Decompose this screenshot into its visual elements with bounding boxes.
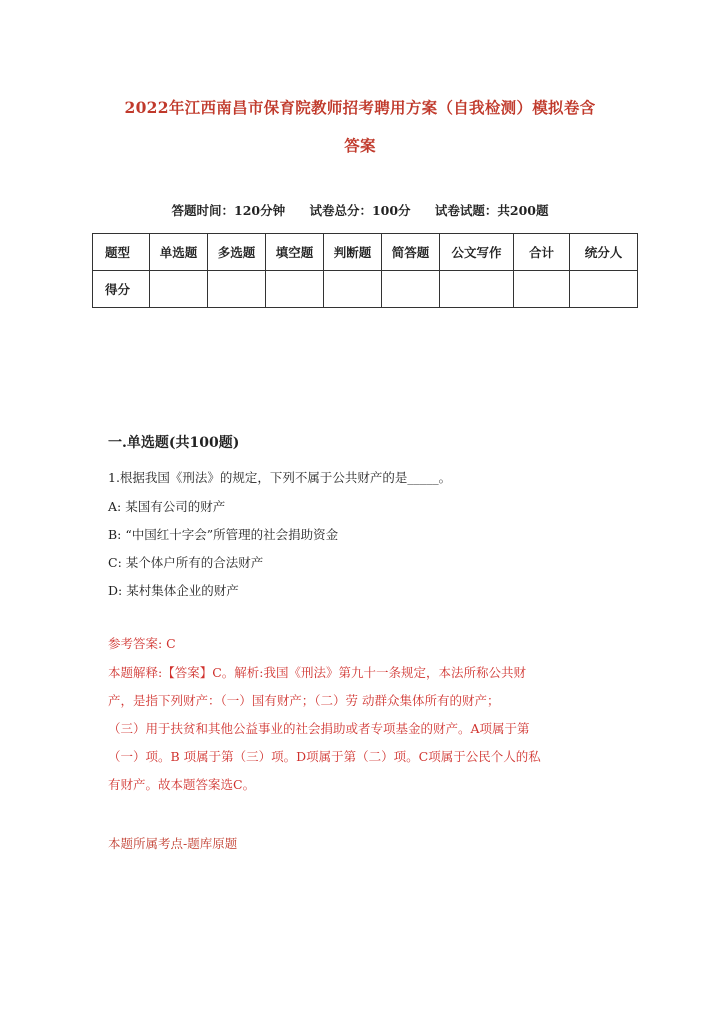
score-cell bbox=[150, 271, 208, 308]
header-cell-total: 合计 bbox=[514, 234, 570, 271]
source-note: 本题所属考点-题库原题 bbox=[108, 836, 238, 851]
header-cell-judge: 判断题 bbox=[324, 234, 382, 271]
section-heading: 一.单选题(共100题) bbox=[108, 435, 240, 451]
header-cell-short: 简答题 bbox=[382, 234, 440, 271]
header-cell-multi: 多选题 bbox=[208, 234, 266, 271]
explanation-line: 本题解释:【答案】C。解析:我国《刑法》第九十一条规定，本法所称公共财 bbox=[108, 665, 526, 680]
row-label-score: 得分 bbox=[93, 271, 150, 308]
score-cell bbox=[208, 271, 266, 308]
score-cell bbox=[514, 271, 570, 308]
exam-time: 答题时间：120分钟 bbox=[171, 203, 286, 218]
header-cell-scorer: 统分人 bbox=[570, 234, 638, 271]
explanation-line: （一）项。B 项属于第（三）项。D项属于第（二）项。C项属于公民个人的私 bbox=[108, 749, 541, 764]
document-title-line-1: 2022年江西南昌市保育院教师招考聘用方案（自我检测）模拟卷含 bbox=[124, 98, 596, 117]
question-stem: 1.根据我国《刑法》的规定，下列不属于公共财产的是_____。 bbox=[108, 470, 452, 485]
explanation-line: 产，是指下列财产：（一）国有财产；（二）劳 动群众集体所有的财产； bbox=[108, 693, 500, 708]
score-cell bbox=[324, 271, 382, 308]
option-b: B: “中国红十字会”所管理的社会捐助资金 bbox=[108, 527, 339, 542]
score-cell bbox=[440, 271, 514, 308]
score-cell bbox=[266, 271, 324, 308]
exam-total-score: 试卷总分：100分 bbox=[309, 203, 411, 218]
exam-question-count: 试卷试题：共200题 bbox=[434, 203, 549, 218]
option-a: A: 某国有公司的财产 bbox=[108, 499, 226, 514]
explanation-line: （三）用于扶贫和其他公益事业的社会捐助或者专项基金的财产。A项属于第 bbox=[108, 721, 530, 736]
score-cell bbox=[382, 271, 440, 308]
header-cell-writing: 公文写作 bbox=[440, 234, 514, 271]
option-d: D: 某村集体企业的财产 bbox=[108, 583, 239, 598]
header-cell-type: 题型 bbox=[93, 234, 150, 271]
exam-meta bbox=[0, 201, 720, 219]
score-table-header-row bbox=[93, 234, 638, 271]
option-c: C: 某个体户所有的合法财产 bbox=[108, 555, 264, 570]
document-title-line-2: 答案 bbox=[344, 136, 376, 155]
score-table-score-row bbox=[93, 271, 638, 308]
score-cell bbox=[570, 271, 638, 308]
header-cell-single: 单选题 bbox=[150, 234, 208, 271]
score-table bbox=[92, 233, 638, 308]
reference-answer: 参考答案: C bbox=[108, 636, 176, 651]
explanation-line: 有财产。故本题答案选C。 bbox=[108, 777, 256, 792]
header-cell-fill: 填空题 bbox=[266, 234, 324, 271]
